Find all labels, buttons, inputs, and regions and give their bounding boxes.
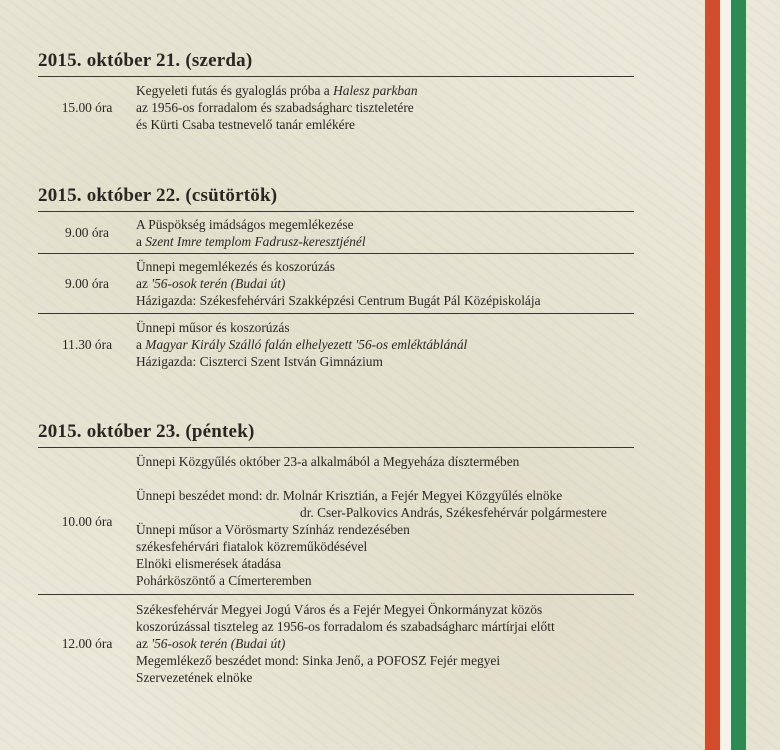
event-line: Szervezetének elnöke xyxy=(136,669,253,685)
event-row xyxy=(38,77,634,137)
event-time: 9.00 óra xyxy=(65,276,109,291)
event-line: az '56-osok terén (Budai út) xyxy=(136,276,286,291)
event-description xyxy=(136,79,634,136)
event-line: Pohárköszöntő a Címerteremben xyxy=(136,573,312,588)
event-line: Házigazda: Ciszterci Szent István Gimnázium xyxy=(136,353,383,369)
flag-stripe-green xyxy=(731,0,746,750)
event-row xyxy=(38,254,634,314)
event-time: 12.00 óra xyxy=(61,635,113,651)
event-row xyxy=(38,314,634,374)
event-line-gap xyxy=(136,470,634,487)
event-description xyxy=(136,450,634,592)
day-section-oct-22 xyxy=(38,185,634,374)
event-time: 10.00 óra xyxy=(61,513,113,529)
day-title: 2015. október 21. (szerda) xyxy=(38,50,634,77)
event-line: a Szent Imre templom Fadrusz-keresztjénél xyxy=(136,233,366,249)
event-line: dr. Cser-Palkovics András, Székesfehérvár polgármestere xyxy=(300,505,607,520)
event-row xyxy=(38,595,634,691)
event-row xyxy=(38,448,634,595)
event-row xyxy=(38,212,634,254)
day-section-oct-21 xyxy=(38,50,634,137)
event-line: Megemlékező beszédet mond: Sinka Jenő, a POFOSZ Fejér megyei xyxy=(136,652,501,668)
event-line: és Kürti Csaba testnevelő tanár emlékére xyxy=(136,116,355,132)
event-line: A Püspökség imádságos megemlékezése xyxy=(136,216,354,232)
event-time: 11.30 óra xyxy=(61,336,113,352)
event-description xyxy=(136,213,634,253)
event-line: Ünnepi megemlékezés és koszorúzás xyxy=(136,259,335,274)
event-description xyxy=(136,255,634,312)
event-line: Ünnepi műsor a Vörösmarty Színház rendezésében xyxy=(136,522,410,537)
event-description xyxy=(136,598,634,689)
event-line: Székesfehérvár Megyei Jogú Város és a Fejér Megyei Önkormányzat közös xyxy=(136,601,543,617)
event-description xyxy=(136,316,634,373)
event-line: a Magyar Király Szálló falán elhelyezett '56-os emléktáblánál xyxy=(136,336,468,352)
flag-stripe-white xyxy=(720,0,731,750)
event-line: Elnöki elismerések átadása xyxy=(136,556,282,571)
event-line: Házigazda: Székesfehérvári Szakképzési Centrum Bugát Pál Középiskolája xyxy=(136,293,541,308)
event-time: 9.00 óra xyxy=(65,225,109,240)
event-line: koszorúzással tiszteleg az 1956-os forradalom és szabadságharc mártírjai előtt xyxy=(136,618,555,634)
event-line: székesfehérvári fiatalok közreműködésével xyxy=(136,539,368,554)
day-title: 2015. október 22. (csütörtök) xyxy=(38,185,634,212)
event-line: Ünnepi műsor és koszorúzás xyxy=(136,319,290,335)
flag-stripe-red xyxy=(705,0,720,750)
event-line: Kegyeleti futás és gyaloglás próba a Halesz parkban xyxy=(136,82,418,98)
event-line: az '56-osok terén (Budai út) xyxy=(136,635,286,651)
event-line: az 1956-os forradalom és szabadságharc tiszteletére xyxy=(136,99,414,115)
day-title: 2015. október 23. (péntek) xyxy=(38,421,634,448)
event-line: Ünnepi beszédet mond: dr. Molnár Krisztián, a Fejér Megyei Közgyűlés elnöke xyxy=(136,488,563,503)
event-time: 15.00 óra xyxy=(61,99,113,115)
event-line: Ünnepi Közgyűlés október 23-a alkalmából a Megyeháza dísztermében xyxy=(136,454,520,469)
day-section-oct-23 xyxy=(38,421,634,691)
